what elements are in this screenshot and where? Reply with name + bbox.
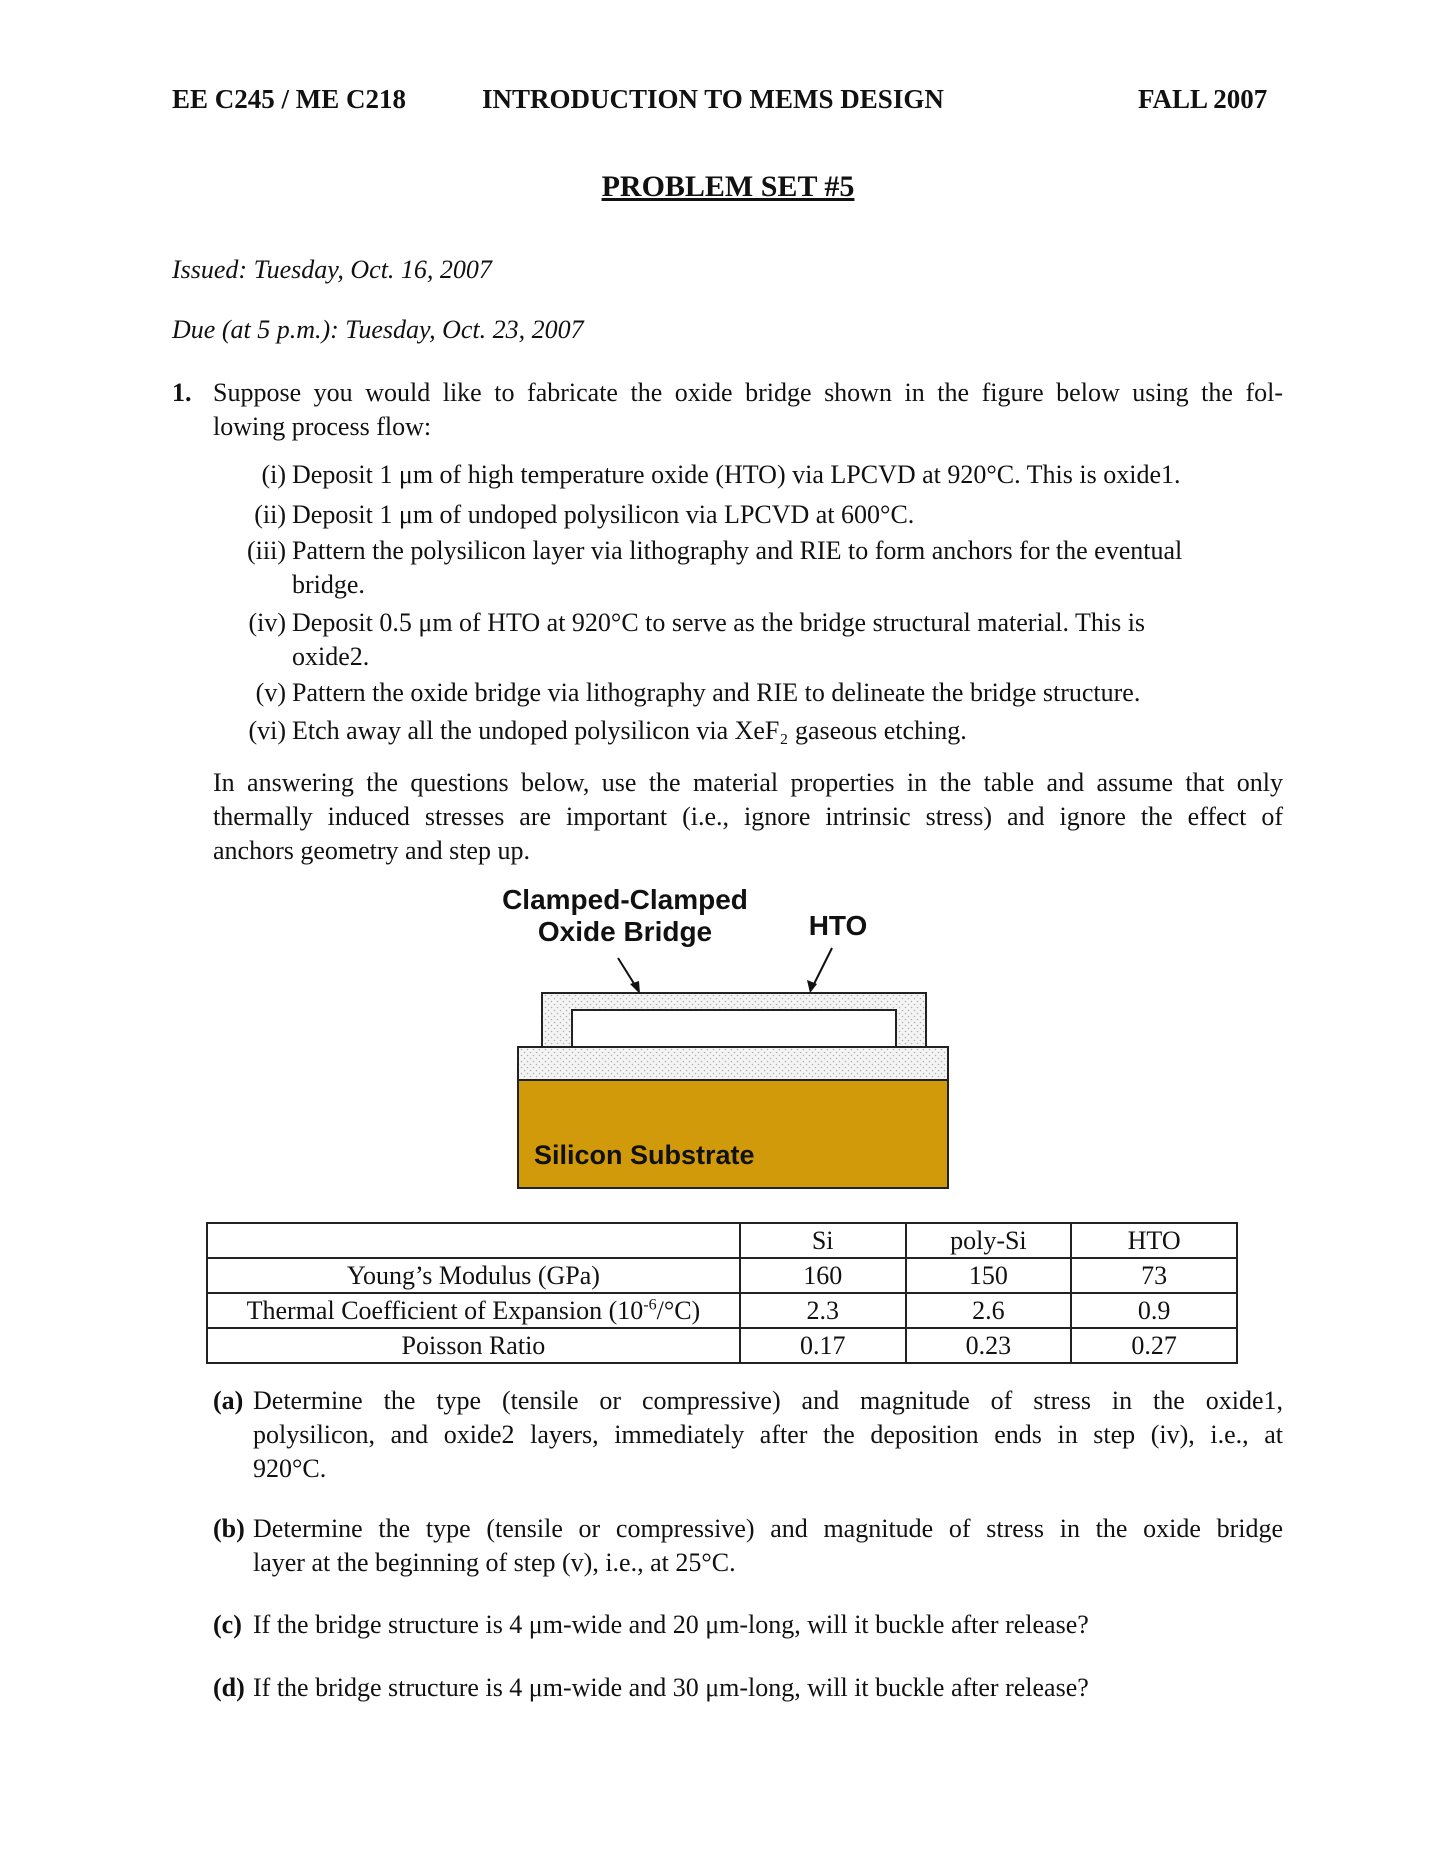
table-cell: 2.6 (906, 1293, 1072, 1328)
row-label-pre: Thermal Coefficient of Expansion (10 (246, 1295, 644, 1325)
step-number: (i) (261, 460, 286, 489)
bridge-figure (490, 880, 980, 1190)
question-intro (213, 376, 1283, 444)
step-text-line1: Deposit 0.5 μm of HTO at 920°C to serve as the bridge structural material. This is (292, 608, 1146, 637)
subquestion-a (213, 1384, 1283, 1486)
subquestion-label: (a) (213, 1386, 244, 1415)
table-row (207, 1328, 1237, 1363)
table-header-row (207, 1223, 1237, 1258)
instructions-paragraph (213, 766, 1283, 868)
step-text-line1: Pattern the polysilicon layer via lithography and RIE to form anchors for the eventual (292, 536, 1183, 565)
subquestion-label: (b) (213, 1514, 245, 1543)
row-label-post: /°C) (656, 1295, 701, 1325)
subquestion-line2: polysilicon, and oxide2 layers, immediately after the deposition ends in step (iv), i.e., at (253, 1420, 1283, 1449)
step-number: (v) (255, 678, 286, 707)
subquestion-c (213, 1608, 1283, 1642)
instructions-line2: thermally induced stresses are important (i.e., ignore intrinsic stress) and ignore the effect of (213, 802, 1283, 831)
row-label: Young’s Modulus (GPa) (207, 1258, 740, 1293)
step-number: (iv) (248, 608, 286, 637)
subquestion-label: (d) (213, 1673, 245, 1702)
course-code: EE C245 / ME C218 (172, 84, 407, 114)
process-step (216, 458, 1180, 492)
row-label (207, 1293, 740, 1328)
table-header-cell: Si (740, 1223, 906, 1258)
row-label-exponent: -6 (643, 1295, 657, 1313)
process-step (216, 534, 1182, 602)
subquestion-line1: If the bridge structure is 4 μm-wide and 30 μm-long, will it buckle after release? (253, 1673, 1089, 1702)
process-step (216, 606, 1145, 674)
question-number: 1. (172, 378, 192, 407)
table-cell: 0.17 (740, 1328, 906, 1363)
term: FALL 2007 (1138, 84, 1268, 114)
subquestion-line2: layer at the beginning of step (v), i.e., at 25°C. (253, 1548, 736, 1577)
step-text-line2: oxide2. (292, 642, 370, 671)
subquestion-b (213, 1512, 1283, 1580)
step-text: Etch away all the undoped polysilicon via XeF₂ gaseous etching. (292, 716, 967, 745)
table-cell: 2.3 (740, 1293, 906, 1328)
process-step (216, 676, 1140, 710)
step-text (292, 606, 1145, 674)
hto-arrow (812, 948, 832, 988)
table-cell: 73 (1071, 1258, 1237, 1293)
step-number: (vi) (248, 716, 286, 745)
question-intro-line2: lowing process flow: (213, 412, 432, 441)
substrate-label: Silicon Substrate (534, 1140, 755, 1170)
step-text-line2: bridge. (292, 570, 365, 599)
bridge-label-line2: Oxide Bridge (537, 916, 713, 947)
row-label: Poisson Ratio (207, 1328, 740, 1363)
table-row (207, 1293, 1237, 1328)
step-text: Pattern the oxide bridge via lithography and RIE to delineate the bridge structure. (292, 678, 1141, 707)
step-text: Deposit 1 μm of high temperature oxide (HTO) via LPCVD at 920°C. This is oxide1. (292, 460, 1181, 489)
subquestion-line1: Determine the type (tensile or compressive) and magnitude of stress in the oxide bridge (253, 1514, 1283, 1543)
instructions-line3: anchors geometry and step up. (213, 836, 530, 865)
table-header-cell (207, 1223, 740, 1258)
process-step (216, 498, 914, 532)
table-cell: 0.9 (1071, 1293, 1237, 1328)
hto-label: HTO (808, 910, 868, 941)
bridge-label-line1: Clamped-Clamped (502, 884, 748, 915)
subquestion-line1: If the bridge structure is 4 μm-wide and 20 μm-long, will it buckle after release? (253, 1610, 1089, 1639)
table-cell: 160 (740, 1258, 906, 1293)
due-date: Due (at 5 p.m.): Tuesday, Oct. 23, 2007 (172, 315, 584, 344)
table-cell: 0.23 (906, 1328, 1072, 1363)
oxide1-layer (518, 1047, 948, 1080)
process-step (216, 714, 967, 748)
question-intro-line1: Suppose you would like to fabricate the oxide bridge shown in the figure below using the fol- (213, 378, 1283, 407)
step-number: (ii) (254, 500, 286, 529)
subquestion-d (213, 1671, 1283, 1705)
step-text: Deposit 1 μm of undoped polysilicon via LPCVD at 600°C. (292, 500, 915, 529)
material-properties-table (206, 1222, 1238, 1364)
table-header-cell: poly-Si (906, 1223, 1072, 1258)
subquestion-line1: Determine the type (tensile or compressive) and magnitude of stress in the oxide1, (253, 1386, 1283, 1415)
step-number: (iii) (247, 536, 286, 565)
step-text (292, 534, 1182, 602)
table-cell: 150 (906, 1258, 1072, 1293)
course-title: INTRODUCTION TO MEMS DESIGN (482, 84, 944, 114)
page-title: PROBLEM SET #5 (601, 170, 855, 203)
silicon-substrate (518, 1080, 948, 1188)
subquestion-label: (c) (213, 1610, 242, 1639)
table-header-cell: HTO (1071, 1223, 1237, 1258)
table-row (207, 1258, 1237, 1293)
table-cell: 0.27 (1071, 1328, 1237, 1363)
oxide-bridge (542, 993, 926, 1047)
instructions-line1: In answering the questions below, use the material properties in the table and assume that only (213, 768, 1283, 797)
issued-date: Issued: Tuesday, Oct. 16, 2007 (172, 255, 492, 284)
subquestion-line3: 920°C. (253, 1454, 327, 1483)
